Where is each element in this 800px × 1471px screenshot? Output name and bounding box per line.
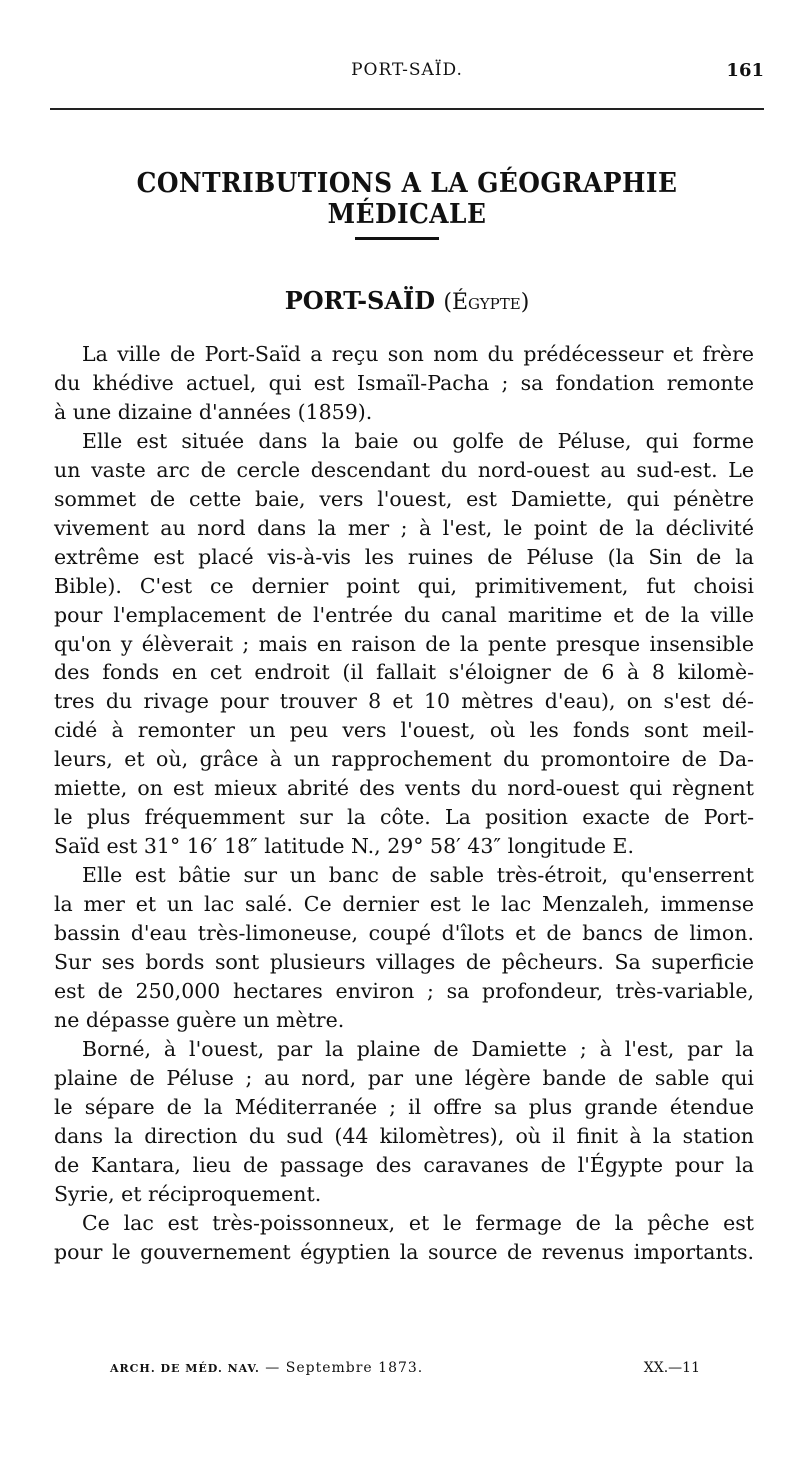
- text-line: miette, on est mieux abrité des vents du nord-ouest qui règnent: [54, 776, 754, 801]
- footer-separator: —: [265, 1360, 281, 1376]
- text-line: bassin d'eau très-limoneuse, coupé d'îlots et de bancs de limon.: [54, 921, 754, 946]
- text-line: dans la direction du sud (44 kilomètres), où il finit à la station: [54, 1123, 754, 1148]
- text-line: du khédive actuel, qui est Ismaïl-Pacha ; sa fondation remonte: [54, 370, 754, 395]
- text-line: Elle est bâtie sur un banc de sable très-étroit, qu'enserrent: [82, 863, 754, 888]
- text-line: Syrie, et réciproquement.: [54, 1181, 322, 1206]
- footer-signature: XX.—11: [643, 1360, 700, 1376]
- text-line: la mer et un lac salé. Ce dernier est le lac Menzaleh, immense: [54, 892, 754, 917]
- section-name: PORT-SAÏD: [284, 286, 436, 315]
- text-line: La ville de Port-Saïd a reçu son nom du prédécesseur et frère: [82, 342, 754, 366]
- article-title: CONTRIBUTIONS A LA GÉOGRAPHIE MÉDICALE: [136, 168, 678, 230]
- text-line: le sépare de la Méditerranée ; il offre sa plus grande étendue: [54, 1094, 754, 1119]
- text-line: Sur ses bords sont plusieurs villages de pêcheurs. Sa superficie: [54, 950, 754, 975]
- header-rule: [50, 108, 764, 110]
- title-rule: [355, 237, 439, 240]
- text-line: pour le gouvernement égyptien la source de revenus importants.: [54, 1239, 754, 1264]
- text-line: des fonds en cet endroit (il fallait s'éloigner de 6 à 8 kilomè-: [54, 660, 754, 685]
- footer-date: Septembre 1873.: [285, 1360, 424, 1376]
- text-line: extrême est placé vis-à-vis les ruines de Péluse (la Sin de la: [54, 544, 754, 569]
- text-line: le plus fréquemment sur la côte. La position exacte de Port-: [54, 805, 754, 830]
- running-title: PORT-SAÏD.: [351, 60, 463, 80]
- text-line: leurs, et où, grâce à un rapprochement du promontoire de Da-: [54, 747, 754, 772]
- text-line: Borné, à l'ouest, par la plaine de Damiette ; à l'est, par la: [82, 1036, 754, 1061]
- text-line: Saïd est 31° 16′ 18″ latitude N., 29° 58′ 43″ longitude E.: [54, 834, 635, 859]
- text-line: est de 250,000 hectares environ ; sa profondeur, très-variable,: [54, 978, 754, 1003]
- body-text: [54, 340, 754, 1267]
- section-title: [50, 286, 764, 315]
- text-line: qu'on y élèverait ; mais en raison de la pente presque insensible: [54, 631, 754, 656]
- footer-journal: ARCH. DE MÉD. NAV.: [110, 1362, 260, 1375]
- text-line: cidé à remonter un peu vers l'ouest, où les fonds sont meil-: [54, 718, 754, 743]
- section-subtitle: (Égypte): [443, 290, 530, 315]
- text-line: à une dizaine d'années (1859).: [54, 399, 373, 424]
- running-head: [50, 60, 764, 88]
- page-number: 161: [726, 60, 764, 81]
- text-line: ne dépasse guère un mètre.: [54, 1007, 345, 1032]
- text-line: un vaste arc de cercle descendant du nord-ouest au sud-est. Le: [54, 457, 754, 482]
- text-line: plaine de Péluse ; au nord, par une légère bande de sable qui: [54, 1065, 754, 1090]
- page-footer: [110, 1360, 700, 1384]
- text-line: Bible). C'est ce dernier point qui, primitivement, fut choisi: [54, 573, 754, 598]
- text-line: sommet de cette baie, vers l'ouest, est Damiette, qui pénètre: [54, 486, 754, 511]
- footer-citation: [110, 1360, 423, 1376]
- text-line: de Kantara, lieu de passage des caravanes de l'Égypte pour la: [54, 1152, 754, 1177]
- text-line: tres du rivage pour trouver 8 et 10 mètres d'eau), on s'est dé-: [54, 689, 754, 714]
- text-line: pour l'emplacement de l'entrée du canal maritime et de la ville: [54, 602, 754, 627]
- text-line: vivement au nord dans la mer ; à l'est, le point de la déclivité: [54, 515, 754, 540]
- text-line: Elle est située dans la baie ou golfe de Péluse, qui forme: [82, 428, 754, 453]
- text-line: Ce lac est très-poissonneux, et le fermage de la pêche est: [82, 1210, 754, 1235]
